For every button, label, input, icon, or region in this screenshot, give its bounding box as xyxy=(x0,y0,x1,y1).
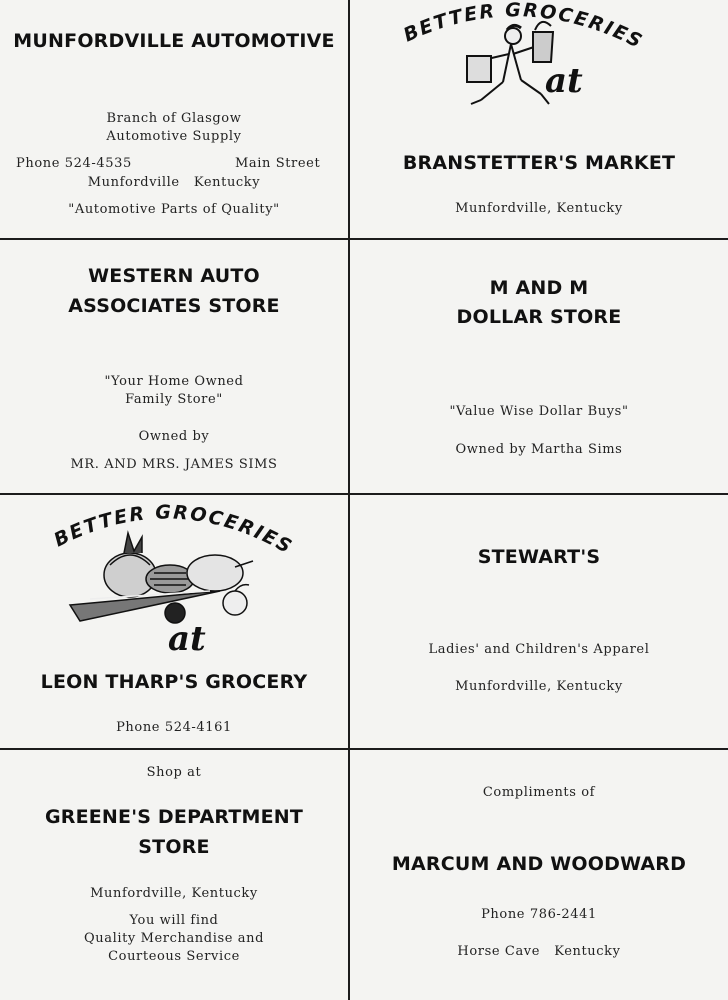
owned-label: Owned by xyxy=(138,429,210,444)
horizontal-divider xyxy=(0,748,728,750)
city-text: Munfordville, Kentucky xyxy=(455,679,623,694)
ad-text: Courteous Service xyxy=(108,949,240,964)
city-text: Munfordville, Kentucky xyxy=(455,201,623,216)
svg-text:BETTER GROCERIES: BETTER GROCERIES xyxy=(400,0,647,54)
ad-text: You will find xyxy=(129,913,219,928)
phone-text: Phone 524-4535 xyxy=(16,156,132,171)
better-groceries-logo xyxy=(395,0,655,130)
ad-title: WESTERN AUTO xyxy=(88,265,260,287)
vegetables-icon xyxy=(70,533,253,623)
svg-text:at: at xyxy=(168,619,206,659)
ad-title: ASSOCIATES STORE xyxy=(68,295,280,317)
ad-title: STEWART'S xyxy=(477,546,601,568)
ad-title: GREENE'S DEPARTMENT xyxy=(44,806,304,828)
horizontal-divider xyxy=(0,238,728,240)
intro-text: Shop at xyxy=(146,765,202,780)
phone-text: Phone 524-4161 xyxy=(116,720,232,735)
better-groceries-logo xyxy=(50,495,310,660)
owner-text: Owned by Martha Sims xyxy=(455,442,623,457)
slogan-text: Family Store" xyxy=(125,392,223,407)
ad-text: Branch of Glasgow xyxy=(106,111,242,126)
phone-text: Phone 786-2441 xyxy=(481,907,597,922)
ad-title: STORE xyxy=(138,836,210,858)
city-text: Munfordville, Kentucky xyxy=(90,886,258,901)
svg-text:BETTER GROCERIES: BETTER GROCERIES xyxy=(50,501,297,559)
ad-title: M AND M xyxy=(489,277,589,299)
grocer-running-icon xyxy=(467,22,553,104)
ad-text: Quality Merchandise and xyxy=(83,931,264,946)
ad-title: LEON THARP'S GROCERY xyxy=(40,671,308,693)
svg-text:at: at xyxy=(545,61,583,101)
owners-text: MR. AND MRS. JAMES SIMS xyxy=(70,457,278,472)
ad-text: Automotive Supply xyxy=(106,129,242,144)
ad-title: DOLLAR STORE xyxy=(456,306,622,328)
slogan-text: "Automotive Parts of Quality" xyxy=(68,202,280,217)
city-text: Munfordville Kentucky xyxy=(87,175,261,190)
slogan-text: "Value Wise Dollar Buys" xyxy=(449,404,629,419)
city-text: Horse Cave Kentucky xyxy=(457,944,621,959)
ad-title: MARCUM AND WOODWARD xyxy=(391,853,687,875)
street-text: Main Street xyxy=(235,156,321,171)
ad-title: BRANSTETTER'S MARKET xyxy=(402,152,676,174)
slogan-text: "Your Home Owned xyxy=(104,374,244,389)
ad-text: Ladies' and Children's Apparel xyxy=(428,642,650,657)
ad-title: MUNFORDVILLE AUTOMOTIVE xyxy=(13,30,335,52)
intro-text: Compliments of xyxy=(482,785,596,800)
